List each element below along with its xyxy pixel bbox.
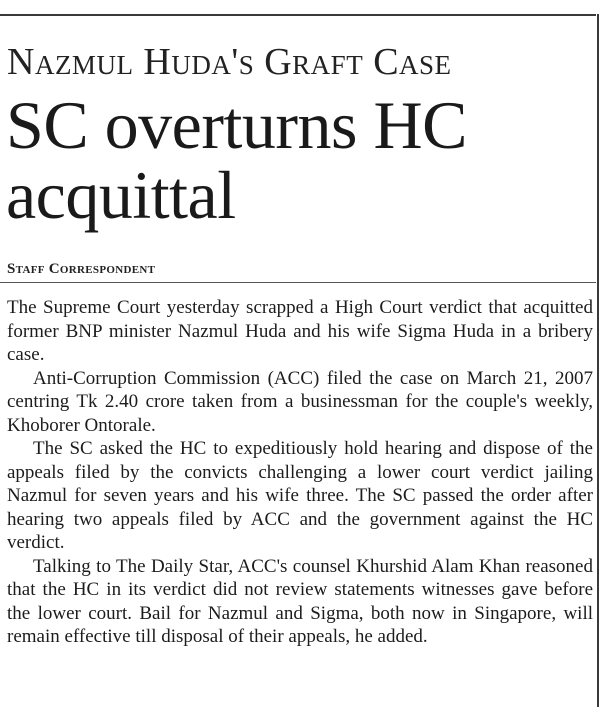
byline-divider	[0, 282, 596, 283]
article-paragraph: Talking to The Daily Star, ACC's counsel Khurshid Alam Khan reasoned that the HC in its verdict did not review statements witnesses gave before the lower court. Bail for Nazmul and Sigma, both now in Singapore, will remain effective till disposal of their appeals, he added.	[7, 555, 593, 647]
article-paragraph: The SC asked the HC to expeditiously hold hearing and dispose of the appeals filed by the convicts challenging a lower court verdict jailing Nazmul for seven years and his wife three. The SC passed the order after hearing two appeals filed by ACC and the government against the HC verdict.	[7, 438, 593, 553]
article-kicker: Nazmul Huda's Graft Case	[7, 41, 452, 83]
article-headline: SC overturns HC acquittal	[6, 87, 467, 233]
article-paragraph: The Supreme Court yesterday scrapped a High Court verdict that acquitted former BNP minister Nazmul Huda and his wife Sigma Huda in a bribery case.	[7, 297, 593, 365]
right-border-rule	[597, 14, 599, 707]
top-border-rule	[0, 14, 596, 16]
article-byline: Staff Correspondent	[7, 261, 156, 277]
article-paragraph: Anti-Corruption Commission (ACC) filed the case on March 21, 2007 centring Tk 2.40 crore taken from a businessman for the couple's weekly, Khoborer Ontorale.	[7, 367, 593, 436]
article-body	[7, 296, 593, 649]
